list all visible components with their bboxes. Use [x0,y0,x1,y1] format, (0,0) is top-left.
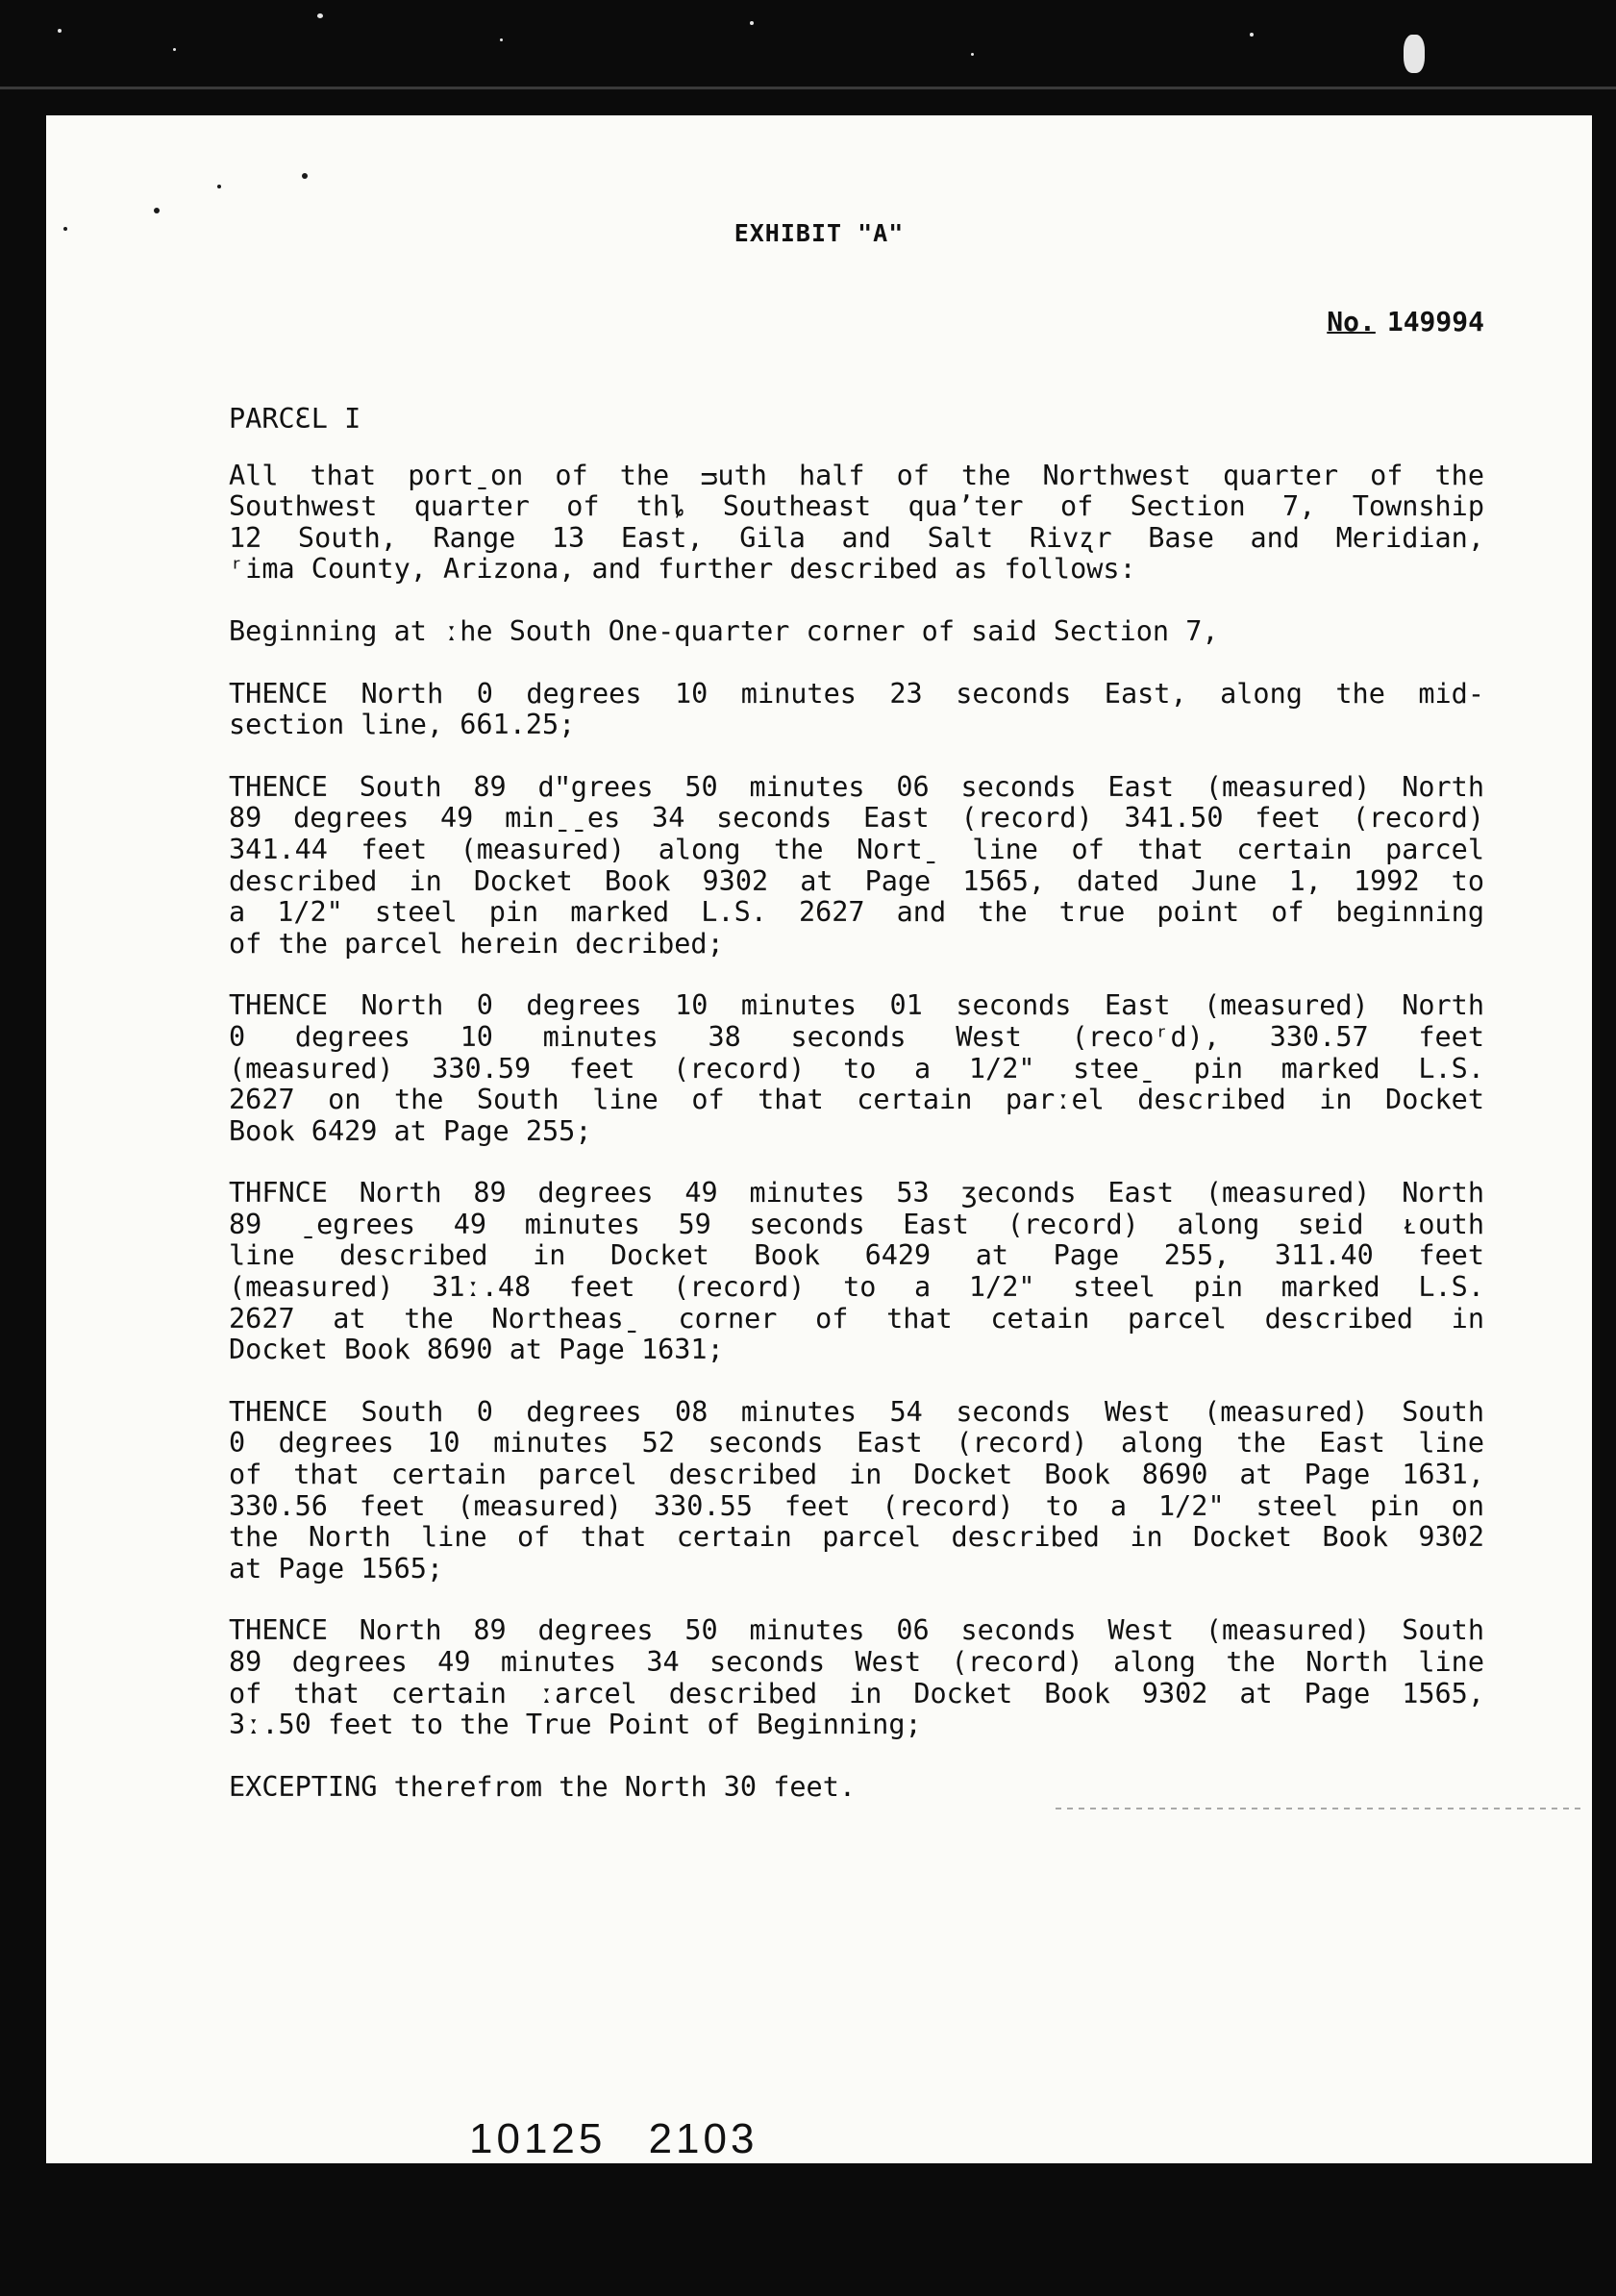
scan-dot [302,173,308,179]
scan-dot [154,208,160,213]
paragraph-line: THENCE North 89 degrees 50 minutes 06 seconds West (measured) South [229,1614,1484,1647]
scan-speck [58,29,62,33]
parcel-label: PARCƐL I [229,403,361,435]
paragraph-line: Docket Book 8690 at Page 1631; [229,1334,724,1366]
legal-description [229,404,1484,1803]
paragraph-line: Southwest quarter of thȴ Southeast quaʼter of Section 7, Township [229,490,1484,523]
paragraph-line: 89 degrees 49 minutes 34 seconds West (record) along the North line [229,1646,1484,1678]
paragraph-line: of that certain parcel described in Docket Book 8690 at Page 1631, [229,1459,1484,1491]
paragraph-line: 0 degrees 10 minutes 38 seconds West (recoʳd), 330.57 feet [229,1020,1484,1053]
scan-speck [1404,35,1425,73]
paragraph-line: (measured) 330.59 feet (record) to a 1/2" steeˍ pin marked L.S. [229,1052,1484,1085]
document-page [46,115,1592,2163]
paragraph-line: THENCE North 0 degrees 10 minutes 01 seconds East (measured) North [229,989,1484,1022]
faint-scan-rule [1056,1808,1584,1809]
paragraph-line: section line, 661.25; [229,709,576,741]
paragraph-line: ʳima County, Arizona, and further described as follows: [229,553,1136,586]
scan-speck [500,38,503,41]
paragraph-line: THENCE South 89 dʺgrees 50 minutes 06 seconds East (measured) North [229,770,1484,803]
scan-border-bottom [0,2163,1616,2296]
document-number [1327,306,1484,337]
scan-speck [1250,33,1254,37]
paragraph-line: a 1/2" steel pin marked L.S. 2627 and the true point of beginning [229,896,1484,929]
paragraph-line: All that portˍon of the ᴝuth half of the Northwest quarter of the [229,459,1484,491]
paragraph-line: 12 South, Range 13 East, Gila and Salt Rivʐr Base and Meridian, [229,521,1484,554]
paragraph-line: THENCE South 0 degrees 08 minutes 54 seconds West (measured) South [229,1395,1484,1428]
exception-clause: EXCEPTING therefrom the North 30 feet. [229,1770,857,1803]
paragraph-line: (measured) 31ː.48 feet (record) to a 1/2" steel pin marked L.S. [229,1271,1484,1304]
paragraph-line: 330.56 feet (measured) 330.55 feet (record) to a 1/2" steel pin on [229,1489,1484,1522]
recording-stamp: 10125 2103 [469,2115,758,2162]
paragraph-line: THFNCE North 89 degrees 49 minutes 53 ʒeconds East (measured) North [229,1177,1484,1210]
legal-paragraph [229,1397,1484,1585]
paragraph-line: THENCE North 0 degrees 10 minutes 23 seconds East, along the mid- [229,677,1484,710]
paragraph-line: Beginning at ːhe South One-quarter corner of said Section 7, [229,614,1219,647]
document-number-value: 149994 [1386,306,1484,337]
scan-dot [217,185,221,188]
paragraph-line: 0 degrees 10 minutes 52 seconds East (record) along the East line [229,1427,1484,1460]
paragraph-line: of the parcel herein decribed; [229,927,724,960]
legal-paragraph [229,679,1484,741]
legal-paragraph [229,616,1484,648]
paragraph-line: 2627 on the South line of that certain parːel described in Docket [229,1084,1484,1116]
scan-edge-line [0,87,1616,89]
paragraph-line: at Page 1565; [229,1552,444,1585]
legal-paragraph [229,772,1484,961]
scan-speck [750,21,754,25]
legal-paragraph [229,461,1484,586]
paragraph-line: described in Docket Book 9302 at Page 1565, dated June 1, 1992 to [229,864,1484,897]
paragraph-line: 3ː.50 feet to the True Point of Beginning; [229,1709,922,1741]
paragraph-line: 89 ˍegrees 49 minutes 59 seconds East (record) along sɐid ᴌouth [229,1208,1484,1240]
scan-speck [971,53,974,56]
legal-paragraph [229,1615,1484,1740]
scan-speck [173,48,176,51]
paragraph-line: the North line of that certain parcel described in Docket Book 9302 [229,1521,1484,1554]
scan-border-top [0,0,1616,115]
legal-paragraph [229,990,1484,1147]
document-number-label: No. [1327,306,1376,337]
paragraph-line: of that certain ːarcel described in Docket Book 9302 at Page 1565, [229,1677,1484,1710]
paragraph-line: 2627 at the Northeasˍ corner of that cetain parcel described in [229,1302,1484,1335]
paragraph-line: Book 6429 at Page 255; [229,1114,592,1147]
paragraph-line: line described in Docket Book 6429 at Page 255, 311.40 feet [229,1239,1484,1272]
paragraph-line: 341.44 feet (measured) along the Nortˍ line of that certain parcel [229,833,1484,865]
legal-description-paragraphs [229,461,1484,1741]
exhibit-heading: EXHIBIT "A" [733,219,905,247]
scan-speck [317,13,323,18]
legal-paragraph [229,1178,1484,1366]
paragraph-line: 89 degrees 49 minˍˍes 34 seconds East (record) 341.50 feet (record) [229,802,1484,835]
